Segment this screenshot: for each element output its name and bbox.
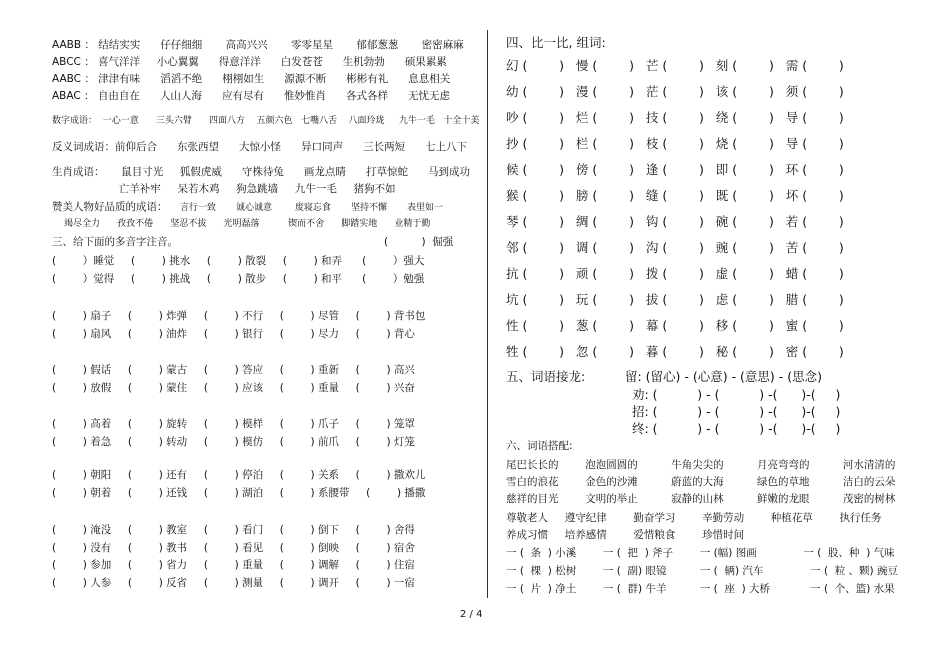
right-text-line: 招: ( ) - ( ) -( )-( ) <box>632 404 841 419</box>
left-text-line: AABC ： 津津有味 滔滔不绝 栩栩如生 源源不断 彬彬有礼 息息相关 <box>52 73 451 85</box>
right-text-line: 慈祥的目光 文明的举止 寂静的山林 鲜嫩的龙眼 茂密的树林 <box>506 493 896 505</box>
left-text-line: ( ) 没有 ( ) 教书 ( ) 看见 ( ) 倒映 ( ) 宿舍 <box>52 542 415 554</box>
right-text-line: 一 ( 片 ) 净土 一 ( 群) 牛羊 一 ( 座 ) 大桥 一 ( 个、篮) 水果 <box>506 583 895 595</box>
right-text-line: 性 ( ) 葱 ( ) 幕 ( ) 移 ( ) 蜜 ( ) <box>506 318 844 333</box>
left-text-line: ABAC ： 自由自在 人山人海 应有尽有 惟妙惟肖 各式各样 无忧无虑 <box>52 90 451 102</box>
left-text-line: 三、给下面的多音字注音。 <box>52 236 178 248</box>
left-text-line: ( ）睡觉 ( ) 挑水 ( ) 散裂 ( ) 和弄 ( ）强大 <box>52 255 425 267</box>
page-number: 2 / 4 <box>460 609 483 620</box>
right-text-line: 六、词语搭配: <box>506 440 573 452</box>
left-text-line: ( ) 人参 ( ) 反省 ( ) 测量 ( ) 调开 ( ) 一宿 <box>52 577 415 589</box>
left-text-line: ( ) 着急 ( ) 转动 ( ) 模仿 ( ) 前爪 ( ) 灯笼 <box>52 436 415 448</box>
right-text-line: 抗 ( ) 顽 ( ) 拨 ( ) 虚 ( ) 蜡 ( ) <box>506 266 844 281</box>
right-text-line: 吵 ( ) 烂 ( ) 技 ( ) 绕 ( ) 导 ( ) <box>506 110 844 125</box>
right-text-line: 幼 ( ) 漫 ( ) 茫 ( ) 该 ( ) 须 ( ) <box>506 84 844 99</box>
left-text-line: ( ) 扇风 ( ) 油炸 ( ) 银行 ( ) 尽力 ( ) 背心 <box>52 328 415 340</box>
left-text-line: ( ) 高着 ( ) 旋转 ( ) 模样 ( ) 爪子 ( ) 笼罩 <box>52 418 415 430</box>
right-text-line: 候 ( ) 傍 ( ) 逢 ( ) 即 ( ) 环 ( ) <box>506 162 844 177</box>
left-text-line: ( ) 扇子 ( ) 炸弹 ( ) 不行 ( ) 尽管 ( ) 背书包 <box>52 310 426 322</box>
right-text-line: 邻 ( ) 调 ( ) 沟 ( ) 豌 ( ) 苦 ( ) <box>506 240 844 255</box>
left-text-line: ( ) 朝着 ( ) 还钱 ( ) 湖泊 ( ) 系腰带 ( ) 播撒 <box>52 487 426 499</box>
left-text-line: ( ) 放假 ( ) 蒙住 ( ) 应该 ( ) 重量 ( ) 兴奋 <box>52 382 415 394</box>
right-text-line: 雪白的浪花 金色的沙滩 蔚蓝的大海 绿色的草地 洁白的云朵 <box>506 476 896 488</box>
left-text-line: 反义词成语：前仰后合 东张西望 大惊小怪 异口同声 三长两短 七上八下 <box>52 141 468 153</box>
right-text-line: 牲 ( ) 忽 ( ) 暮 ( ) 秘 ( ) 密 ( ) <box>506 344 844 359</box>
right-text-line: 一 ( 条 ) 小溪 一 ( 把 ) 斧子 一 (幅) 图画 一 ( 股、种 ) 气味 <box>506 547 895 559</box>
right-text-line: 养成习惯 培养感情 爱惜粮食 珍惜时间 <box>506 529 745 541</box>
right-text-line: 琴 ( ) 绸 ( ) 钩 ( ) 碗 ( ) 若 ( ) <box>506 214 844 229</box>
right-text-line: 四、比一比, 组词: <box>506 35 606 50</box>
left-text-line: ( ) 假话 ( ) 蒙古 ( ) 答应 ( ) 重新 ( ) 高兴 <box>52 364 415 376</box>
right-text-line: 抄 ( ) 栏 ( ) 枝 ( ) 烧 ( ) 导 ( ) <box>506 136 844 151</box>
left-text-line: ( ) 朝阳 ( ) 还有 ( ) 停泊 ( ) 关系 ( ) 撒欢儿 <box>52 469 426 481</box>
left-text-line: AABB ： 结结实实 仔仔细细 高高兴兴 零零星星 郁郁葱葱 密密麻麻 <box>52 39 464 51</box>
right-text-line: 尾巴长长的 泡泡圆圆的 牛角尖尖的 月亮弯弯的 河水清清的 <box>506 459 896 471</box>
column-divider <box>487 30 488 598</box>
left-text-line: 生肖成语： 鼠目寸光 狐假虎威 守株待兔 画龙点睛 打草惊蛇 马到成功 <box>52 166 470 178</box>
right-text-line: 幻 ( ) 慢 ( ) 芒 ( ) 刻 ( ) 需 ( ) <box>506 58 844 73</box>
right-text-line: 终: ( ) - ( ) -( )-( ) <box>632 421 841 436</box>
left-text-line: 亡羊补牢 呆若木鸡 狗急跳墙 九牛一毛 猪狗不如 <box>52 183 396 195</box>
right-text-line: 一 ( 棵 ) 松树 一 ( 副) 眼镜 一 ( 辆) 汽车 一 ( 粒 、颗) 豌豆 <box>506 565 898 577</box>
right-text-line: 劝: ( ) - ( ) -( )-( ) <box>632 387 841 402</box>
left-text-line: 赞美人物好品质的成语： <box>52 201 168 213</box>
right-text-line: 猴 ( ) 膀 ( ) 缝 ( ) 既 ( ) 坏 ( ) <box>506 188 844 203</box>
right-text-line: 坑 ( ) 玩 ( ) 拔 ( ) 虑 ( ) 腊 ( ) <box>506 292 844 307</box>
left-text-line: ABCC ： 喜气洋洋 小心翼翼 得意洋洋 白发苍苍 生机勃勃 硕果累累 <box>52 56 447 68</box>
right-text-line: 五、词语接龙: 留: (留心) - (心意) - (意思) - (思念) <box>506 369 823 384</box>
right-text-line: 尊敬老人 遵守纪律 勤奋学习 辛勤劳动 种植花草 执行任务 <box>506 512 882 524</box>
left-text-line: 数字成语： 一心一意 三头六臂 四面八方 五颜六色 七嘴八舌 八面玲珑 九牛一毛 十全十美 <box>52 116 480 126</box>
left-text-line: ( ) 淹没 ( ) 教室 ( ) 看门 ( ) 倒下 ( ) 舍得 <box>52 524 415 536</box>
left-text-line: ( ) 倔强 <box>384 236 454 248</box>
left-text-line: ( ) 参加 ( ) 省力 ( ) 重量 ( ) 调解 ( ) 住宿 <box>52 559 415 571</box>
left-text-line: ( ）觉得 ( ) 挑战 ( ) 散步 ( ) 和平 ( ）勉强 <box>52 273 425 285</box>
left-text-line: 竭尽全力 孜孜不倦 坚忍不拔 光明磊落 锲而不舍 脚踏实地 业精于勤 <box>64 219 431 229</box>
left-text-line: 言行一致 诚心诚意 废寝忘食 坚持不懈 表里如一 <box>180 203 443 213</box>
